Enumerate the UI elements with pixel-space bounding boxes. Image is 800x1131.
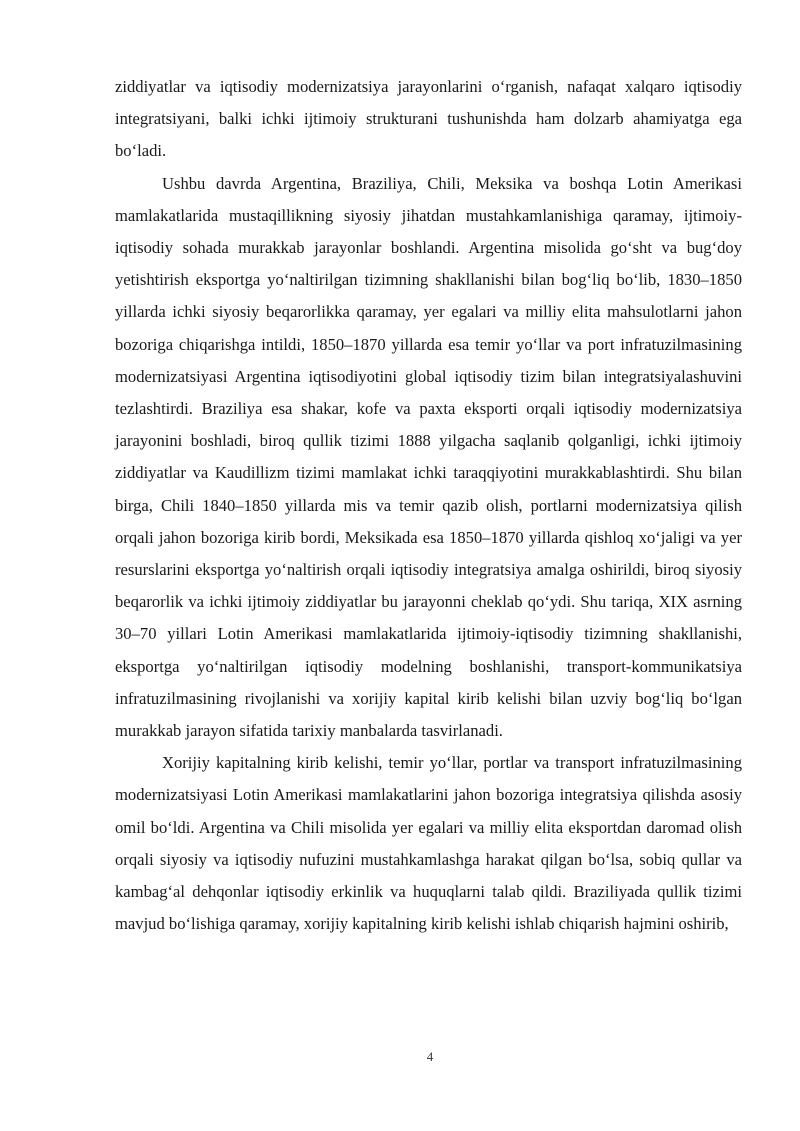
paragraph-foreign-capital: Xorijiy kapitalning kirib kelishi, temir yo‘llar, portlar va transport infratuzilmasining modernizatsiyasi Lotin Amerikasi mamlakatlarini jahon bozoriga integratsiya qilishda asosiy omil bo‘ldi. Argentina va Chili misolida yer egalari va milliy elita eksportdan daromad olish orqali siyosiy va iqtisodiy nufuzini mustahkamlashga harakat qilgan bo‘lsa, sobiq qullar va kambag‘al dehqonlar iqtisodiy erkinlik va huquqlarni talab qildi. Braziliyada qullik tizimi mavjud bo‘lishiga qaramay, xorijiy kapitalning kirib kelishi ishlab chiqarish hajmini oshirib,: [115, 753, 742, 934]
text-body: [115, 71, 742, 940]
paragraph-continuation: ziddiyatlar va iqtisodiy modernizatsiya jarayonlarini o‘rganish, nafaqat xalqaro iqtisodiy integratsiyani, balki ichki ijtimoiy strukturani tushunishda ham dolzarb ahamiyatga ega bo‘ladi.: [115, 77, 742, 161]
page-number: 4: [426, 1049, 434, 1064]
paragraph-countries-overview: Ushbu davrda Argentina, Braziliya, Chili, Meksika va boshqa Lotin Amerikasi mamlakatlarida mustaqillikning siyosiy jihatdan mustahkamlanishiga qaramay, ijtimoiy-iqtisodiy sohada murakkab jarayonlar boshlandi. Argentina misolida go‘sht va bug‘doy yetishtirish eksportga yo‘naltirilgan tizimning shakllanishi bilan bog‘liq bo‘lib, 1830–1850 yillarda ichki siyosiy beqarorlikka qaramay, yer egalari va milliy elita mahsulotlarni jahon bozoriga chiqarishga intildi, 1850–1870 yillarda esa temir yo‘llar va port infratuzilmasining modernizatsiyasi Argentina iqtisodiyotini global iqtisodiy tizim bilan integratsiyalashuvini tezlashtirdi. Braziliya esa shakar, kofe va paxta eksporti orqali iqtisodiy modernizatsiya jarayonini boshladi, biroq qullik tizimi 1888 yilgacha saqlanib qolganligi, ichki ijtimoiy ziddiyatlar va Kaudillizm tizimi mamlakat ichki taraqqiyotini murakkablashtirdi. Shu bilan birga, Chili 1840–1850 yillarda mis va temir qazib olish, portlarni modernizatsiya qilish orqali jahon bozoriga kirib bordi, Meksikada esa 1850–1870 yillarda qishloq xo‘jaligi va yer resurslarini eksportga yo‘naltirish orqali iqtisodiy integratsiya amalga oshirildi, biroq siyosiy beqarorlik va ichki ijtimoiy ziddiyatlar bu jarayonni cheklab qo‘ydi. Shu tariqa, XIX asrning 30–70 yillari Lotin Amerikasi mamlakatlarida ijtimoiy-iqtisodiy tizimning shakllanishi, eksportga yo‘naltirilgan iqtisodiy modelning boshlanishi, transport-kommunikatsiya infratuzilmasining rivojlanishi va xorijiy kapital kirib kelishi bilan uzviy bog‘liq bo‘lgan murakkab jarayon sifatida tarixiy manbalarda tasvirlanadi.: [115, 173, 742, 741]
